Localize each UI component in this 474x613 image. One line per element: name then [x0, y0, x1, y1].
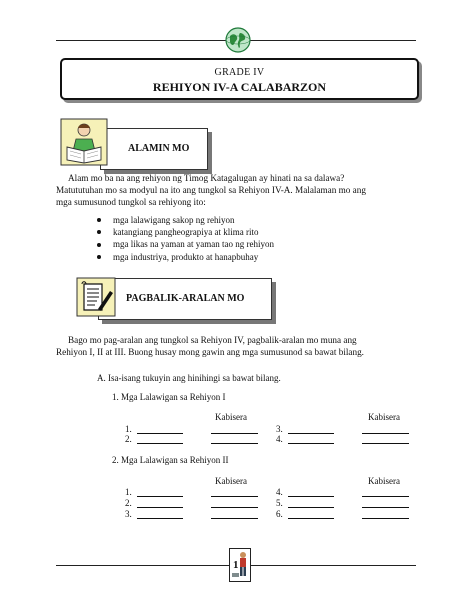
- item-number: 2.: [125, 498, 132, 508]
- answer-blank[interactable]: [137, 496, 183, 497]
- answer-blank[interactable]: [137, 433, 183, 434]
- item-number: 3.: [125, 509, 132, 519]
- item-number: 3.: [276, 424, 283, 434]
- answer-blank[interactable]: [288, 496, 334, 497]
- item-number: 6.: [276, 509, 283, 519]
- bullet-icon: [97, 243, 101, 247]
- grade-label: GRADE IV: [214, 67, 265, 78]
- answer-blank[interactable]: [362, 433, 409, 434]
- item-1-title: 1. Mga Lalawigan sa Rehiyon I: [112, 392, 226, 402]
- review-line: Rehiyon I, II at III. Buong husay mong gawin ang mga sumusunod sa bawat bilang.: [56, 347, 364, 357]
- bullet-icon: [97, 218, 101, 222]
- page-title: REHIYON IV-A CALABARZON: [152, 80, 327, 94]
- list-item: katangiang pangheograpiya at klima rito: [97, 226, 274, 238]
- item-number: 5.: [276, 498, 283, 508]
- answer-blank[interactable]: [211, 433, 258, 434]
- item-number: 4.: [276, 487, 283, 497]
- answer-blank[interactable]: [362, 443, 409, 444]
- item-number: 1.: [125, 424, 132, 434]
- answer-blank[interactable]: [211, 518, 258, 519]
- review-line: Bago mo pag-aralan ang tungkol sa Rehiyon IV, pagbalik-aralan mo muna ang: [68, 335, 357, 345]
- answer-blank[interactable]: [137, 443, 183, 444]
- item-number: 1.: [125, 487, 132, 497]
- answer-blank[interactable]: [211, 496, 258, 497]
- answer-blank[interactable]: [288, 433, 334, 434]
- alamin-mo-label: ALAMIN MO: [128, 143, 190, 154]
- kabisera-header: Kabisera: [368, 476, 400, 486]
- page-number: 1: [233, 559, 239, 571]
- globe-logo-icon: [225, 27, 251, 53]
- answer-blank[interactable]: [137, 518, 183, 519]
- answer-blank[interactable]: [362, 507, 409, 508]
- list-item: mga likas na yaman at yaman tao ng rehiyon: [97, 238, 274, 250]
- answer-blank[interactable]: [211, 507, 258, 508]
- intro-line: Matututuhan mo sa modyul na ito ang tungkol sa Rehiyon IV-A. Malalaman mo ang: [56, 185, 366, 195]
- item-2-title: 2. Mga Lalawigan sa Rehiyon II: [112, 455, 229, 465]
- answer-blank[interactable]: [362, 496, 409, 497]
- instruction-a: A. Isa-isang tukuyin ang hinihingi sa bawat bilang.: [97, 373, 281, 383]
- intro-line: mga sumusunod tungkol sa rehiyong ito:: [56, 197, 206, 207]
- pagbalik-aralan-label: PAGBALIK-ARALAN MO: [126, 293, 245, 304]
- review-paragraph: [56, 334, 414, 358]
- answer-blank[interactable]: [362, 518, 409, 519]
- intro-paragraph: [56, 172, 414, 208]
- list-item: mga lalawigang sakop ng rehiyon: [97, 214, 274, 226]
- item-number: 2.: [125, 434, 132, 444]
- kabisera-header: Kabisera: [215, 412, 247, 422]
- answer-blank[interactable]: [288, 443, 334, 444]
- answer-blank[interactable]: [288, 507, 334, 508]
- list-item: mga industriya, produkto at hanapbuhay: [97, 251, 274, 263]
- answer-blank[interactable]: [137, 507, 183, 508]
- answer-blank[interactable]: [288, 518, 334, 519]
- bullet-icon: [97, 255, 101, 259]
- kabisera-header: Kabisera: [368, 412, 400, 422]
- document-pencil-icon: [75, 276, 117, 318]
- bullet-icon: [97, 230, 101, 234]
- answer-blank[interactable]: [211, 443, 258, 444]
- reading-student-illustration: [58, 117, 110, 167]
- kabisera-header: Kabisera: [215, 476, 247, 486]
- intro-line: Alam mo ba na ang rehiyon ng Timog Katagalugan ay hinati na sa dalawa?: [68, 173, 345, 183]
- item-number: 4.: [276, 434, 283, 444]
- footer-page-badge: [229, 548, 251, 582]
- title-box: [60, 58, 419, 100]
- topic-list: [97, 214, 274, 263]
